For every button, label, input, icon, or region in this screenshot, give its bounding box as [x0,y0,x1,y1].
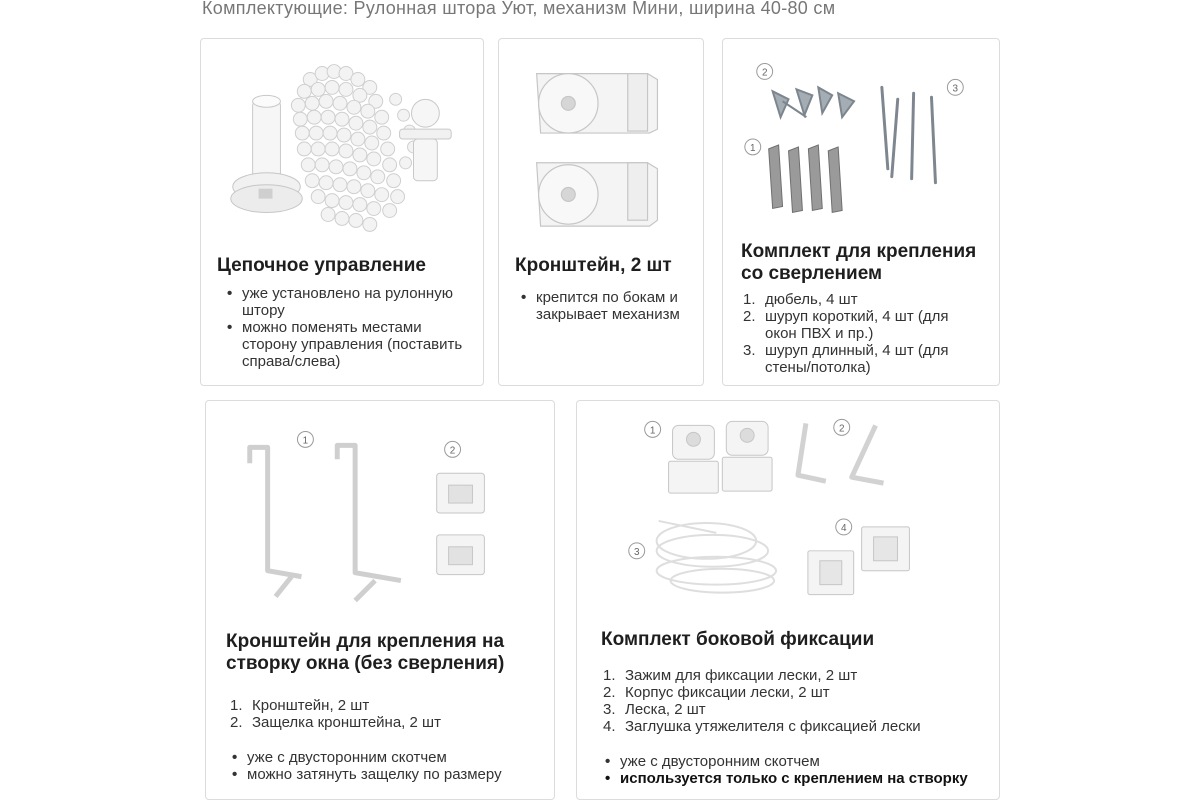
marker-1: 1 [649,425,656,437]
card-side-fixation [576,400,1000,800]
list-item: • можно затянуть защелку по размеру [230,766,550,783]
list-item: • крепится по бокам и закрывает механизм [519,289,699,323]
marker-2: 2 [761,67,768,79]
card-title: Кронштейн для крепления на створку окна (без сверления) [226,631,505,674]
item-text: Защелка кронштейна, 2 шт [252,714,441,731]
short-screws [773,87,854,117]
item-text: дюбель, 4 шт [765,291,858,308]
item-text: Заглушка утяжелителя с фиксацией лески [625,718,921,735]
sash-bracket-part [250,447,302,596]
chain-control-image [201,39,483,249]
sash-bracket-image [206,401,554,621]
list-item [743,308,983,342]
list-item [603,667,993,684]
item-text: шуруп короткий, 4 шт (для окон ПВХ и пр.) [765,308,949,342]
card-title: Цепочное управление [217,255,426,276]
sash-bracket-part [337,445,401,600]
item-text: Корпус фиксации лески, 2 шт [625,684,830,701]
item-number: 4. [603,718,616,735]
item-number: 3. [743,342,756,359]
list-item: • уже с двусторонним скотчем [603,753,993,770]
bullet-list [603,753,993,787]
marker-2: 2 [838,423,845,435]
item-number: 1. [603,667,616,684]
card-sash-bracket [205,400,555,800]
numbered-list [743,291,983,376]
list-item [603,684,993,701]
long-screws [882,87,936,182]
bracket-part [537,74,658,133]
numbered-list [603,667,993,735]
list-item [603,701,993,718]
bullet-list [519,289,699,323]
item-number: 2. [743,308,756,325]
list-item [230,714,530,731]
card-title: Комплект боковой фиксации [601,629,875,650]
fishing-line [657,521,776,593]
item-text: шуруп длинный, 4 шт (для стены/потолка) [765,342,949,376]
bracket-part [537,163,658,226]
side-fixation-image [577,401,999,621]
page-title: Комплектующие: Рулонная штора Уют, механизм Мини, ширина 40-80 см [202,0,836,18]
card-chain-control [200,38,484,386]
card-title: Комплект для крепления со сверлением [741,241,977,284]
card-drill-kit [722,38,1000,386]
list-item: • уже установлено на рулонную штору [225,285,465,319]
list-item-emphasis: • используется только с креплением на створку [603,770,993,787]
bracket-image [499,39,703,239]
weight-caps [808,527,910,595]
list-item [230,697,530,714]
list-item [743,291,983,308]
bullet-list [225,285,465,370]
item-number: 1. [230,697,243,714]
marker-2: 2 [449,445,456,457]
item-number: 3. [603,701,616,718]
item-text: Кронштейн, 2 шт [252,697,370,714]
dowels [769,145,842,213]
numbered-list [230,697,530,731]
list-item: • уже с двусторонним скотчем [230,749,550,766]
marker-3: 3 [952,83,959,95]
list-item: • можно поменять местами сторону управления (поставить справа/слева) [225,319,465,370]
item-number: 2. [230,714,243,731]
card-bracket [498,38,704,386]
item-text: Леска, 2 шт [625,701,706,718]
item-text: Зажим для фиксации лески, 2 шт [625,667,858,684]
list-item [603,718,993,735]
bullet-list [230,749,550,783]
marker-4: 4 [840,522,847,534]
item-number: 1. [743,291,756,308]
chain-plug-left [231,95,302,212]
marker-3: 3 [633,546,640,558]
list-item [743,342,983,376]
marker-1: 1 [750,142,756,154]
latch-part [437,473,485,574]
item-number: 2. [603,684,616,701]
card-title: Кронштейн, 2 шт [515,255,672,276]
drill-kit-image [723,39,999,229]
line-clamps [669,421,773,493]
marker-1: 1 [302,435,309,447]
